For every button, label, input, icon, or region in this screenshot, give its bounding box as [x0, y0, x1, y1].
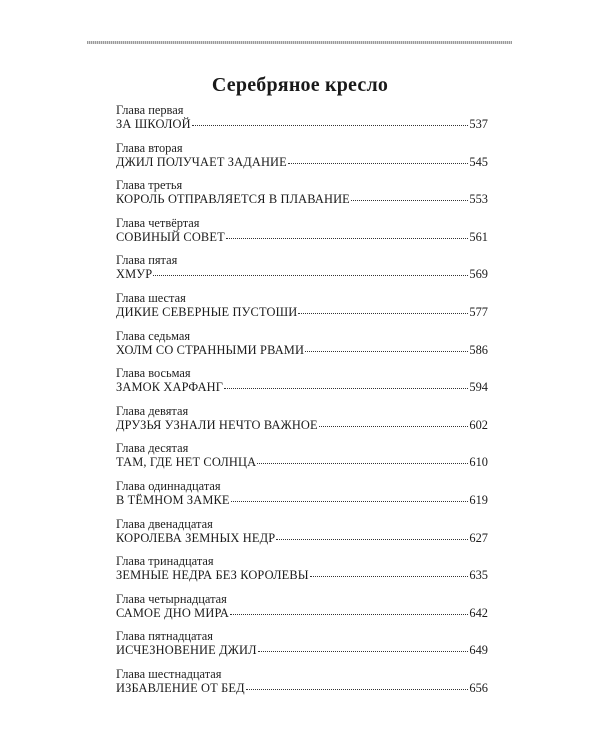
toc-entry [116, 216, 488, 253]
chapter-line [116, 380, 488, 395]
chapter-line [116, 681, 488, 696]
chapter-title: ДРУЗЬЯ УЗНАЛИ НЕЧТО ВАЖНОЕ [116, 417, 318, 432]
page-number: 561 [469, 229, 488, 244]
toc-entry [116, 291, 488, 328]
chapter-line [116, 493, 488, 508]
dot-leader [246, 689, 469, 690]
dot-leader [319, 426, 469, 427]
chapter-title: ДЖИЛ ПОЛУЧАЕТ ЗАДАНИЕ [116, 154, 287, 169]
chapter-line [116, 531, 488, 546]
toc-entry [116, 479, 488, 516]
chapter-title: КОРОЛЬ ОТПРАВЛЯЕТСЯ В ПЛАВАНИЕ [116, 192, 350, 207]
chapter-title: В ТЁМНОМ ЗАМКЕ [116, 492, 230, 507]
dot-leader [230, 614, 468, 615]
chapter-line [116, 343, 488, 358]
book-title: Серебряное кресло [211, 74, 389, 96]
dot-leader [224, 388, 468, 389]
chapter-number: Глава двенадцатая [116, 516, 213, 531]
chapter-number: Глава десятая [116, 441, 189, 456]
chapter-line [116, 643, 488, 658]
toc-entry [116, 404, 488, 441]
toc-entry [116, 329, 488, 366]
toc-entry [116, 667, 488, 704]
chapter-number: Глава шестая [116, 290, 186, 305]
chapter-line [116, 305, 488, 320]
dot-leader [231, 501, 469, 502]
chapter-line [116, 455, 488, 470]
chapter-title: ИСЧЕЗНОВЕНИЕ ДЖИЛ [116, 643, 257, 658]
dot-leader [226, 238, 469, 239]
chapter-line [116, 418, 488, 433]
page-number: 594 [469, 380, 488, 395]
dot-leader [305, 351, 468, 352]
chapter-number: Глава девятая [116, 403, 189, 418]
chapter-title: КОРОЛЕВА ЗЕМНЫХ НЕДР [116, 530, 276, 545]
dot-leader [276, 539, 468, 540]
dot-leader [258, 651, 469, 652]
dot-leader [351, 200, 469, 201]
toc-entry [116, 629, 488, 666]
dot-leader [310, 576, 469, 577]
chapter-line [116, 155, 488, 170]
chapter-number: Глава пятая [116, 253, 178, 268]
chapter-line [116, 606, 488, 621]
chapter-number: Глава тринадцатая [116, 554, 214, 569]
chapter-title: СОВИНЫЙ СОВЕТ [116, 229, 225, 244]
toc-entry [116, 141, 488, 178]
toc-entry [116, 178, 488, 215]
chapter-number: Глава вторая [116, 140, 183, 155]
chapter-number: Глава пятнадцатая [116, 629, 213, 644]
chapter-title: ЗАМОК ХАРФАНГ [116, 380, 224, 395]
chapter-title: ДИКИЕ СЕВЕРНЫЕ ПУСТОШИ [116, 304, 298, 319]
page-number: 649 [469, 643, 488, 658]
chapter-number: Глава одиннадцатая [116, 478, 221, 493]
page-number: 656 [469, 680, 488, 695]
chapter-number: Глава третья [116, 178, 183, 193]
chapter-title: ЗА ШКОЛОЙ [116, 117, 191, 131]
chapter-title: ХОЛМ СО СТРАННЫМИ РВАМИ [116, 342, 305, 357]
page-number: 610 [469, 455, 488, 470]
chapter-line [116, 267, 488, 282]
chapter-line [116, 192, 488, 207]
toc-entry [116, 253, 488, 290]
page-number: 619 [469, 492, 488, 507]
toc-entry [116, 517, 488, 554]
toc-entry [116, 366, 488, 403]
chapter-title: ЗЕМНЫЕ НЕДРА БЕЗ КОРОЛЕВЫ [116, 568, 309, 583]
page-number: 577 [469, 304, 488, 319]
chapter-number: Глава четвёртая [116, 215, 200, 230]
chapter-title: ИЗБАВЛЕНИЕ ОТ БЕД [116, 680, 245, 695]
page-number: 586 [469, 342, 488, 357]
page-number: 537 [469, 117, 488, 131]
chapter-number: Глава шестнадцатая [116, 666, 222, 681]
chapter-line [116, 117, 488, 132]
toc-entry [116, 554, 488, 591]
page-number: 545 [469, 154, 488, 169]
page-number: 553 [469, 192, 488, 207]
chapter-number: Глава первая [116, 103, 184, 117]
dot-leader [192, 125, 469, 126]
page-number: 642 [469, 605, 488, 620]
chapter-title: САМОЕ ДНО МИРА [116, 605, 229, 620]
toc-entry [116, 592, 488, 629]
dot-leader [257, 463, 468, 464]
page-number: 635 [469, 568, 488, 583]
chapter-title: ХМУР [116, 267, 153, 282]
dot-leader [298, 313, 468, 314]
dot-leader [288, 163, 469, 164]
toc-entry [116, 103, 488, 140]
chapter-number: Глава восьмая [116, 366, 191, 381]
page-number: 627 [469, 530, 488, 545]
page-number: 602 [469, 417, 488, 432]
table-of-contents [116, 102, 488, 704]
chapter-number: Глава седьмая [116, 328, 191, 343]
chapter-number: Глава четырнадцатая [116, 591, 227, 606]
chapter-line [116, 568, 488, 583]
chapter-title: ТАМ, ГДЕ НЕТ СОЛНЦА [116, 455, 257, 470]
toc-entry [116, 441, 488, 478]
header-rule [87, 41, 512, 44]
page-number: 569 [469, 267, 488, 282]
dot-leader [153, 275, 468, 276]
chapter-line [116, 230, 488, 245]
